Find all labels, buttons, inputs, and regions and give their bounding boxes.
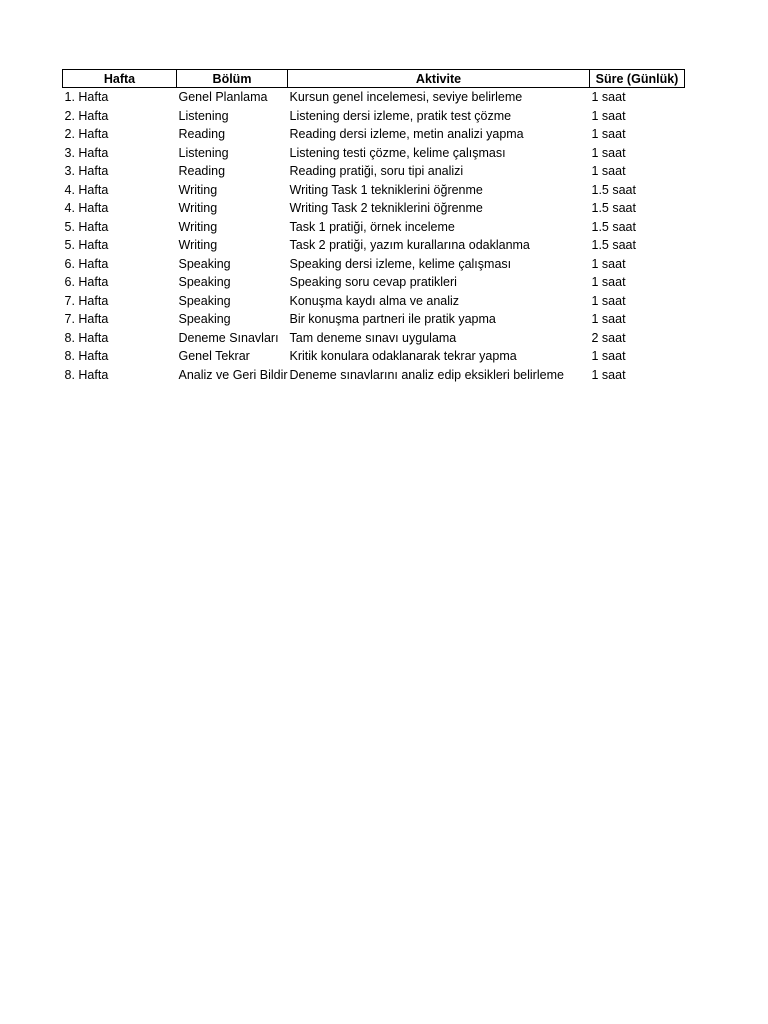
hafta-cell: 3. Hafta (64, 145, 109, 160)
bolum-cell: Reading (178, 127, 226, 142)
table-row (63, 366, 685, 385)
table-row (63, 218, 685, 237)
aktivite-cell: Kritik konulara odaklanarak tekrar yapma (289, 349, 517, 364)
bolum-cell: Writing (178, 219, 218, 234)
sure-cell: 1 saat (591, 312, 626, 327)
aktivite-cell: Writing Task 1 tekniklerini öğrenme (289, 182, 483, 197)
table-row (63, 255, 685, 274)
sure-cell: 1 saat (591, 90, 626, 105)
bolum-cell: Analiz ve Geri Bildir (178, 367, 288, 382)
sure-cell: 1 saat (591, 275, 626, 290)
sure-cell: 1.5 saat (591, 219, 636, 234)
aktivite-cell: Tam deneme sınavı uygulama (289, 330, 457, 345)
bolum-cell: Speaking (178, 256, 231, 271)
aktivite-cell: Writing Task 2 tekniklerini öğrenme (289, 201, 483, 216)
aktivite-cell: Listening testi çözme, kelime çalışması (289, 145, 506, 160)
aktivite-cell: Speaking soru cevap pratikleri (289, 275, 457, 290)
header-aktivite: Aktivite (288, 70, 590, 88)
table-header (63, 70, 685, 88)
bolum-cell: Genel Planlama (178, 90, 268, 105)
header-sure: Süre (Günlük) (590, 70, 685, 88)
sure-cell: 1 saat (591, 349, 626, 364)
table-row (63, 162, 685, 181)
table-row (63, 107, 685, 126)
table-body (63, 88, 685, 385)
bolum-cell: Deneme Sınavları (178, 330, 279, 345)
table-row (63, 310, 685, 329)
table-row (63, 199, 685, 218)
hafta-cell: 6. Hafta (64, 275, 109, 290)
hafta-cell: 8. Hafta (64, 330, 109, 345)
sure-cell: 1 saat (591, 145, 626, 160)
aktivite-cell: Konuşma kaydı alma ve analiz (289, 293, 460, 308)
header-bolum: Bölüm (177, 70, 288, 88)
hafta-cell: 4. Hafta (64, 201, 109, 216)
hafta-cell: 5. Hafta (64, 238, 109, 253)
schedule-sheet (62, 69, 684, 384)
sure-cell: 1 saat (591, 293, 626, 308)
sure-cell: 1.5 saat (591, 201, 636, 216)
table-row (63, 88, 685, 107)
sure-cell: 1 saat (591, 127, 626, 142)
hafta-cell: 5. Hafta (64, 219, 109, 234)
hafta-cell: 4. Hafta (64, 182, 109, 197)
aktivite-cell: Listening dersi izleme, pratik test çözme (289, 108, 512, 123)
bolum-cell: Writing (178, 182, 218, 197)
bolum-cell: Speaking (178, 275, 231, 290)
sure-cell: 1 saat (591, 367, 626, 382)
table-row (63, 144, 685, 163)
bolum-cell: Reading (178, 164, 226, 179)
hafta-cell: 2. Hafta (64, 127, 109, 142)
hafta-cell: 7. Hafta (64, 312, 109, 327)
aktivite-cell: Speaking dersi izleme, kelime çalışması (289, 256, 512, 271)
table-row (63, 292, 685, 311)
sure-cell: 1 saat (591, 108, 626, 123)
bolum-cell: Listening (178, 145, 229, 160)
hafta-cell: 1. Hafta (64, 90, 109, 105)
hafta-cell: 8. Hafta (64, 367, 109, 382)
table-row (63, 329, 685, 348)
aktivite-cell: Reading pratiği, soru tipi analizi (289, 164, 464, 179)
bolum-cell: Writing (178, 238, 218, 253)
sure-cell: 1 saat (591, 164, 626, 179)
sure-cell: 1.5 saat (591, 182, 636, 197)
hafta-cell: 8. Hafta (64, 349, 109, 364)
sure-cell: 1.5 saat (591, 238, 636, 253)
hafta-cell: 7. Hafta (64, 293, 109, 308)
aktivite-cell: Deneme sınavlarını analiz edip eksikleri belirleme (289, 367, 564, 382)
bolum-cell: Listening (178, 108, 229, 123)
header-row (63, 70, 685, 88)
bolum-cell: Writing (178, 201, 218, 216)
header-hafta: Hafta (63, 70, 177, 88)
sure-cell: 1 saat (591, 256, 626, 271)
table-row (63, 347, 685, 366)
table-row (63, 273, 685, 292)
bolum-cell: Genel Tekrar (178, 349, 250, 364)
bolum-cell: Speaking (178, 293, 231, 308)
aktivite-cell: Bir konuşma partneri ile pratik yapma (289, 312, 496, 327)
hafta-cell: 6. Hafta (64, 256, 109, 271)
aktivite-cell: Task 2 pratiği, yazım kurallarına odaklanma (289, 238, 530, 253)
hafta-cell: 3. Hafta (64, 164, 109, 179)
study-schedule-table (62, 69, 685, 384)
bolum-cell: Speaking (178, 312, 231, 327)
sure-cell: 2 saat (591, 330, 626, 345)
table-row (63, 236, 685, 255)
hafta-cell: 2. Hafta (64, 108, 109, 123)
aktivite-cell: Reading dersi izleme, metin analizi yapma (289, 127, 524, 142)
aktivite-cell: Task 1 pratiği, örnek inceleme (289, 219, 455, 234)
table-row (63, 181, 685, 200)
aktivite-cell: Kursun genel incelemesi, seviye belirleme (289, 90, 523, 105)
table-row (63, 125, 685, 144)
